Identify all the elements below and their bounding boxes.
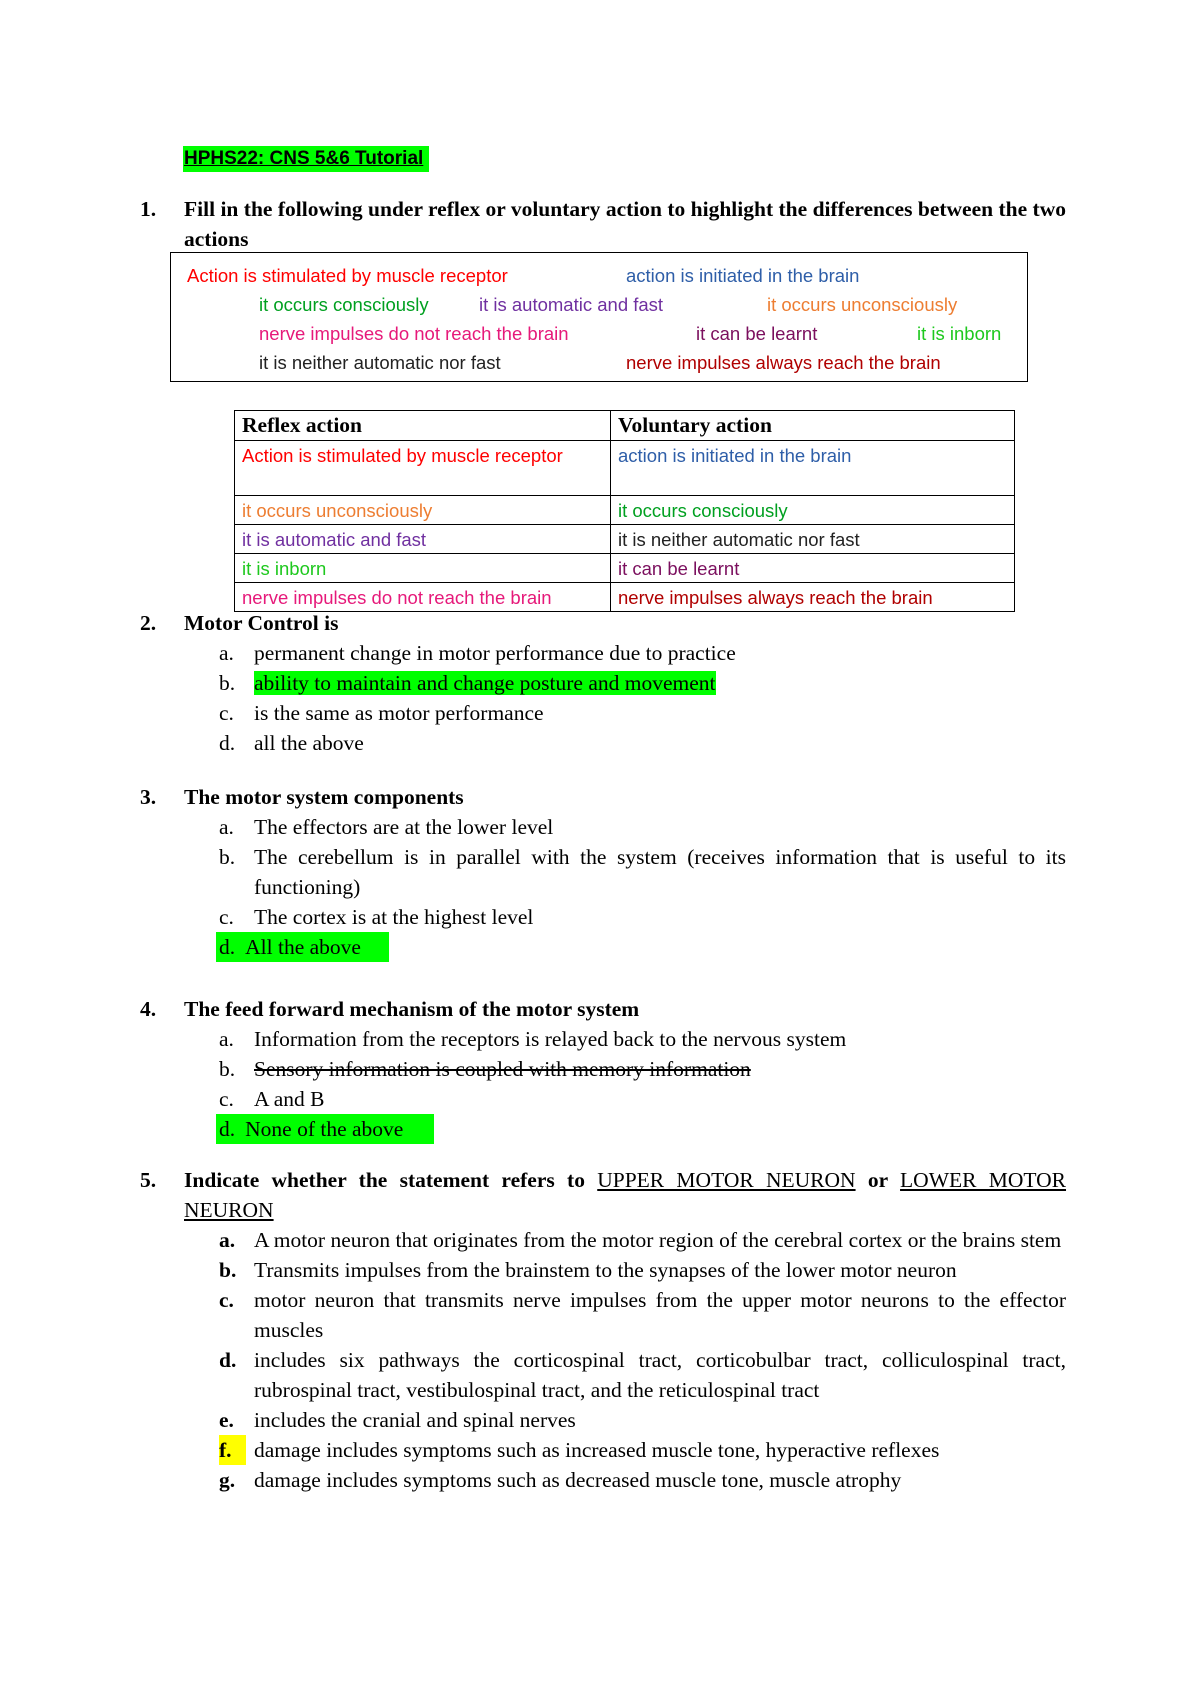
statement-text: includes six pathways the corticospinal tract, corticobulbar tract, colliculospinal tract, rubrospinal tract, vestibulospinal tract, and the reticulospinal tract — [254, 1348, 1066, 1402]
word-bank-item: it occurs consciously — [259, 294, 429, 315]
word-bank-item: it can be learnt — [696, 323, 818, 344]
statement-letter: d. — [219, 1348, 237, 1372]
table-cell: it is automatic and fast — [235, 525, 611, 554]
statement-letter: b. — [219, 1258, 237, 1282]
option-text: permanent change in motor performance due to practice — [254, 641, 736, 665]
statement-c — [140, 1285, 1066, 1345]
option-letter: d. — [219, 1117, 236, 1141]
question-number: 1. — [140, 197, 157, 221]
option-letter: a. — [219, 1027, 234, 1051]
option-letter: c. — [219, 905, 234, 929]
question-text: The feed forward mechanism of the motor system — [184, 997, 640, 1021]
statement-text: damage includes symptoms such as increased muscle tone, hyperactive reflexes — [254, 1438, 940, 1462]
question-number: 3. — [140, 785, 157, 809]
statement-g — [140, 1465, 1066, 1495]
option-letter: b. — [219, 1057, 236, 1081]
statement-letter: e. — [219, 1408, 234, 1432]
option-b — [140, 1054, 1066, 1084]
option-c — [140, 902, 1066, 932]
option-text: All the above — [245, 935, 361, 959]
table-row — [235, 554, 1015, 583]
column-header-voluntary: Voluntary action — [611, 411, 1015, 441]
question-text — [184, 1165, 1066, 1225]
word-bank-box — [170, 252, 1028, 382]
question-text: Motor Control is — [184, 611, 339, 635]
question-2 — [140, 608, 1066, 758]
option-b — [140, 842, 1066, 902]
statement-f — [140, 1435, 1066, 1465]
table-row — [235, 496, 1015, 525]
answer-highlight — [216, 1114, 434, 1144]
option-letter: d. — [219, 935, 236, 959]
question-1 — [140, 194, 1066, 254]
table-header-row — [235, 411, 1015, 441]
statement-text: Transmits impulses from the brainstem to the synapses of the lower motor neuron — [254, 1258, 957, 1282]
table-row — [235, 525, 1015, 554]
question-number: 2. — [140, 611, 157, 635]
question-text-or: or — [855, 1168, 901, 1192]
option-text: is the same as motor performance — [254, 701, 544, 725]
option-a — [140, 1024, 1066, 1054]
option-letter: c. — [219, 701, 234, 725]
word-bank-item: nerve impulses always reach the brain — [626, 352, 941, 373]
table-cell: action is initiated in the brain — [611, 441, 1015, 496]
option-text: None of the above — [245, 1117, 404, 1141]
word-bank-item: it is automatic and fast — [479, 294, 664, 315]
question-3 — [140, 782, 1066, 962]
table-cell: it is neither automatic nor fast — [611, 525, 1015, 554]
question-number: 5. — [140, 1168, 157, 1192]
question-text: Fill in the following under reflex or voluntary action to highlight the differences between the two actions — [184, 197, 1066, 251]
statement-text: includes the cranial and spinal nerves — [254, 1408, 576, 1432]
statement-a — [140, 1225, 1066, 1255]
option-letter: d. — [219, 731, 236, 755]
option-letter: c. — [219, 1087, 234, 1111]
statement-text: motor neuron that transmits nerve impulses from the upper motor neurons to the effector muscles — [254, 1288, 1066, 1342]
option-d — [140, 728, 1066, 758]
statement-d — [140, 1345, 1066, 1405]
table-cell: it can be learnt — [611, 554, 1015, 583]
option-text: all the above — [254, 731, 364, 755]
option-letter: a. — [219, 815, 234, 839]
statement-text: damage includes symptoms such as decreased muscle tone, muscle atrophy — [254, 1468, 902, 1492]
word-bank-item: nerve impulses do not reach the brain — [259, 323, 569, 344]
term-upper-motor-neuron: UPPER MOTOR NEURON — [597, 1168, 856, 1192]
statement-b — [140, 1255, 1066, 1285]
option-b — [140, 668, 1066, 698]
option-text: The effectors are at the lower level — [254, 815, 554, 839]
option-letter: b. — [219, 671, 236, 695]
question-4 — [140, 994, 1066, 1144]
statement-e — [140, 1405, 1066, 1435]
table-cell: nerve impulses always reach the brain — [611, 583, 1015, 612]
option-text: A and B — [254, 1087, 325, 1111]
option-text: Sensory information is coupled with memory information — [254, 1057, 751, 1081]
option-letter: a. — [219, 641, 234, 665]
questions-2-to-4 — [140, 608, 1066, 1144]
table-cell: it is inborn — [235, 554, 611, 583]
option-text: Information from the receptors is relayed back to the nervous system — [254, 1027, 847, 1051]
option-d — [140, 932, 1066, 962]
term-lower-motor-neuron: LOWER MOTOR NEURON — [184, 1168, 1067, 1222]
answer-highlight: ability to maintain and change posture and movement — [254, 671, 716, 695]
column-header-reflex: Reflex action — [235, 411, 611, 441]
question-text-start: Indicate whether the statement refers to — [184, 1168, 598, 1192]
word-bank-item: action is initiated in the brain — [626, 265, 860, 286]
table-cell: Action is stimulated by muscle receptor — [235, 441, 611, 496]
question-text: The motor system components — [184, 785, 464, 809]
option-c — [140, 698, 1066, 728]
statement-letter: g. — [219, 1468, 236, 1492]
table-row — [235, 441, 1015, 496]
word-bank-item: Action is stimulated by muscle receptor — [187, 265, 508, 286]
option-text: The cortex is at the highest level — [254, 905, 534, 929]
option-a — [140, 812, 1066, 842]
question-5 — [140, 1165, 1066, 1495]
document-title: HPHS22: CNS 5&6 Tutorial — [183, 146, 429, 172]
option-d — [140, 1114, 1066, 1144]
option-c — [140, 1084, 1066, 1114]
statement-letter: a. — [219, 1228, 236, 1252]
question-number: 4. — [140, 997, 157, 1021]
word-bank-item: it is neither automatic nor fast — [259, 352, 501, 373]
answer-highlight — [216, 932, 389, 962]
reflex-voluntary-table — [234, 410, 1015, 612]
table-cell: nerve impulses do not reach the brain — [235, 583, 611, 612]
statement-text: A motor neuron that originates from the motor region of the cerebral cortex or the brains stem — [254, 1228, 1062, 1252]
statement-letter: f. — [219, 1435, 246, 1465]
word-bank-item: it occurs unconsciously — [767, 294, 958, 315]
option-text: The cerebellum is in parallel with the system (receives information that is useful to its functioning) — [254, 845, 1066, 899]
option-a — [140, 638, 1066, 668]
table-cell: it occurs consciously — [611, 496, 1015, 525]
statement-letter: c. — [219, 1288, 234, 1312]
table-cell: it occurs unconsciously — [235, 496, 611, 525]
word-bank-item: it is inborn — [917, 323, 1002, 344]
option-letter: b. — [219, 845, 236, 869]
